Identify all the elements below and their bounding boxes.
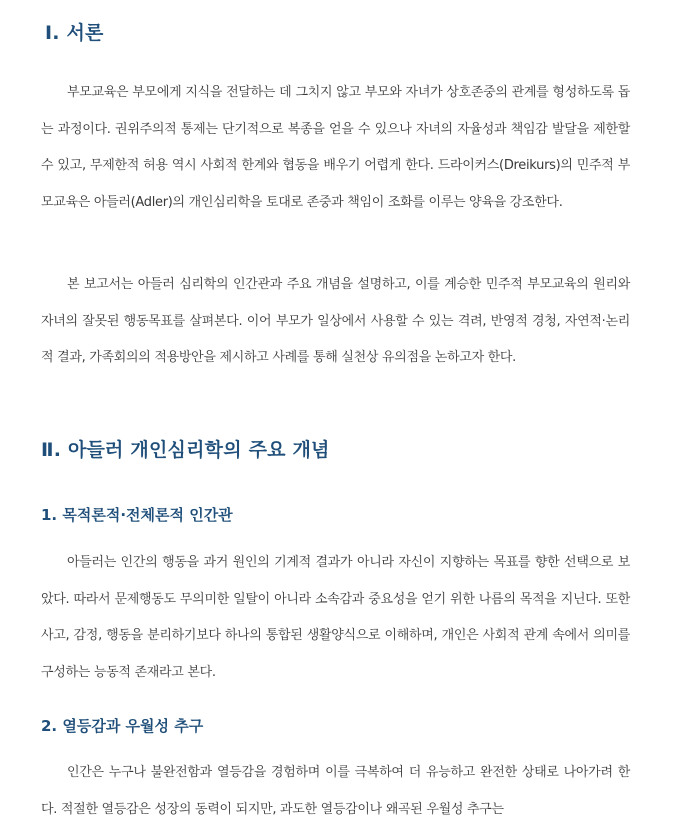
subsection-paragraph-inferiority-superiority: 인간은 누구나 불완전함과 열등감을 경험하며 이를 극복하여 더 유능하고 완전한 상태로 나아가려 한다. 적절한 열등감은 성장의 동력이 되지만, 과도한 열등감이나 왜곡된 우월성 추구는 — [41, 765, 630, 817]
subsection-paragraph-teleological-holistic-view: 아들러는 인간의 행동을 과거 원인의 기계적 결과가 아니라 자신이 지향하는 목표를 향한 선택으로 보았다. 따라서 문제행동도 무의미한 일탈이 아니라 소속감과 중요성을 얻기 위한 나름의 목적을 지닌다. 또한 사고, 감정, 행동을 분리하기보다 하나의 통합된 생활양식으로 이해하며, 개인은 사회적 관계 속에서 의미를 구성하는 능동적 존재라고 본다. — [41, 555, 630, 681]
subsection-heading-teleological-holistic-view: 1. 목적론적·전체론적 인간관 — [41, 506, 233, 524]
section-heading-introduction: Ⅰ. 서론 — [45, 22, 104, 44]
section-heading-key-concepts: Ⅱ. 아들러 개인심리학의 주요 개념 — [41, 439, 330, 461]
intro-paragraph-2: 본 보고서는 아들러 심리학의 인간관과 주요 개념을 설명하고, 이를 계승한 민주적 부모교육의 원리와 자녀의 잘못된 행동목표를 살펴본다. 이어 부모가 일상에서 사용할 수 있는 격려, 반영적 경청, 자연적·논리적 결과, 가족회의의 적용방안을 제시하고 사례를 통해 실천상 유의점을 논하고자 한다. — [41, 277, 630, 366]
subsection-heading-inferiority-superiority: 2. 열등감과 우월성 추구 — [41, 717, 204, 735]
intro-paragraph-1: 부모교육은 부모에게 지식을 전달하는 데 그치지 않고 부모와 자녀가 상호존중의 관계를 형성하도록 돕는 과정이다. 권위주의적 통제는 단기적으로 복종을 얻을 수 있으나 자녀의 자율성과 책임감 발달을 제한할 수 있고, 무제한적 허용 역시 사회적 한계와 협동을 배우기 어렵게 한다. 드라이커스(Dreikurs)의 민주적 부모교육은 아들러(Adler)의 개인심리학을 토대로 존중과 책임이 조화를 이루는 양육을 강조한다. — [41, 85, 630, 211]
